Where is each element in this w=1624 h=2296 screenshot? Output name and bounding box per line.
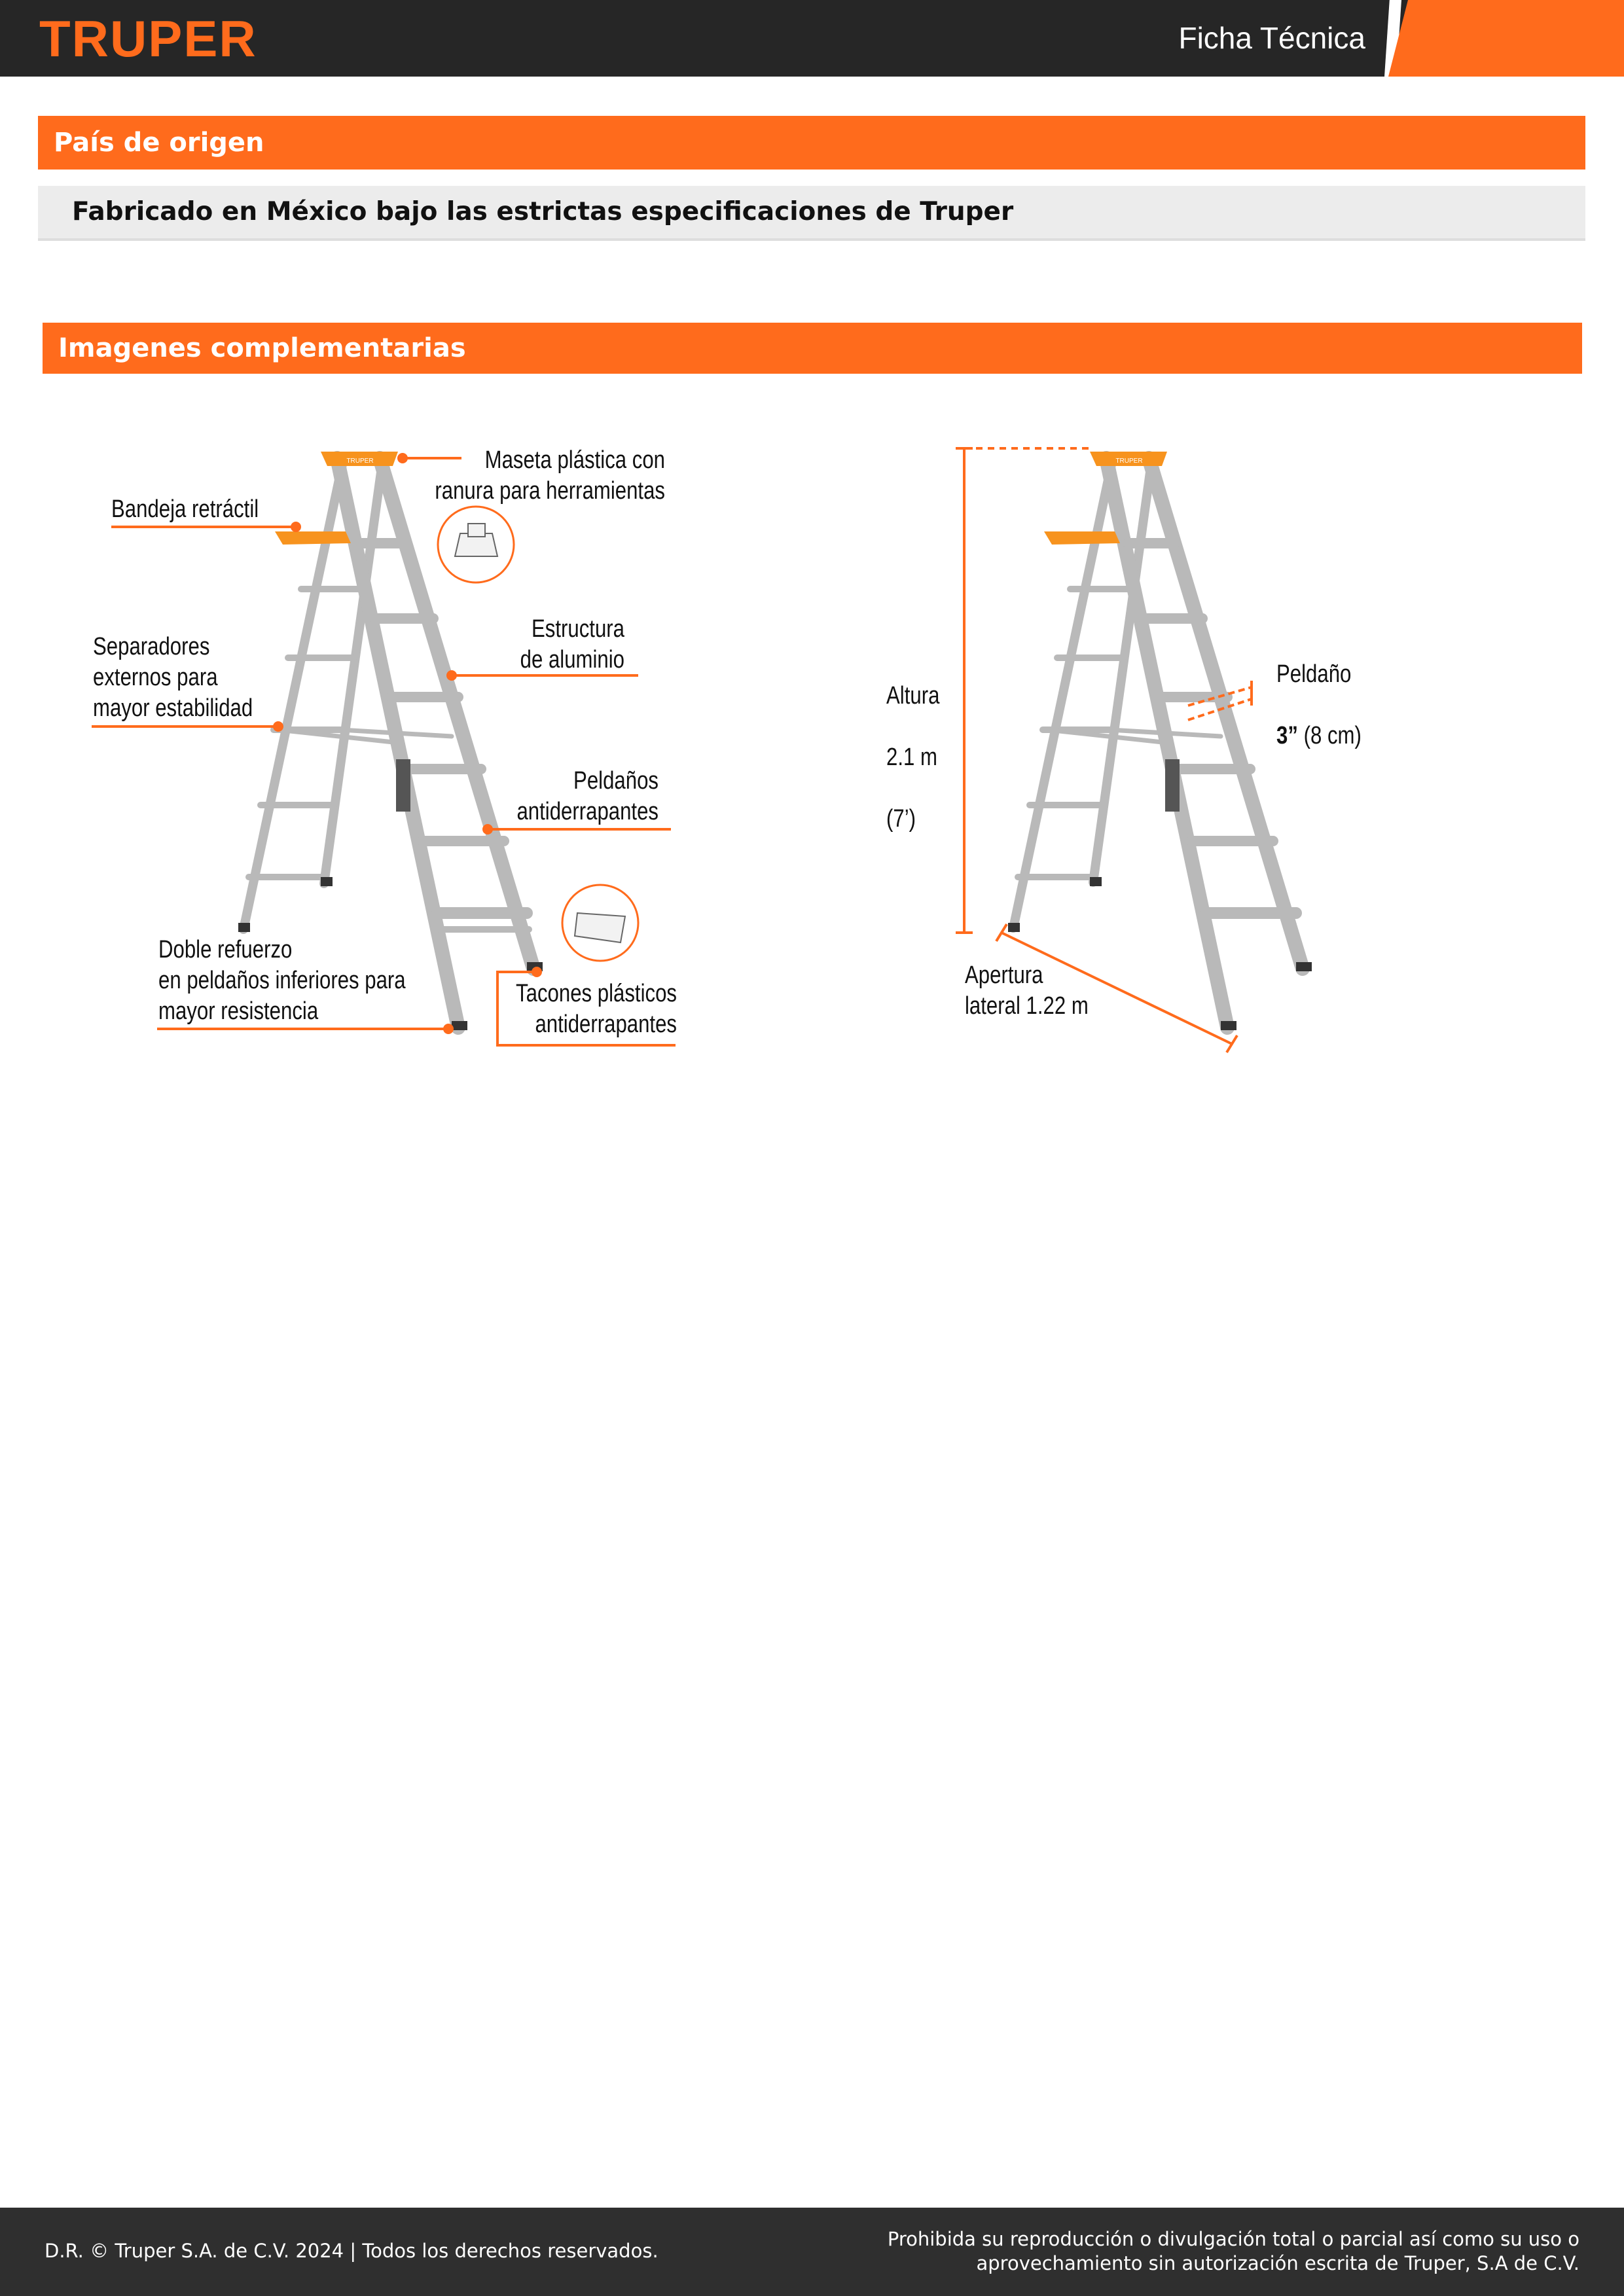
footer-disclaimer: Prohibida su reproducción o divulgación total o parcial así como su uso o aprovechamiento sin autorización escrita de Truper, S.A de C.V.	[887, 2228, 1579, 2274]
peldano-label: Peldaño	[1276, 660, 1352, 688]
label-separadores: Separadores externos para mayor estabilidad	[93, 633, 253, 722]
truper-logo: TRUPER	[39, 10, 257, 67]
svg-text:TRUPER: TRUPER	[1115, 457, 1143, 465]
altura-label: Altura	[886, 682, 940, 709]
label-maseta: Maseta plástica con ranura para herramientas	[435, 446, 665, 505]
label-tacones: Tacones plásticos antiderrapantes	[516, 980, 677, 1038]
page-footer	[0, 2208, 1624, 2296]
label-estructura: Estructura de aluminio	[520, 615, 624, 673]
altura-value: 2.1 m	[886, 744, 937, 771]
altura-imperial: (7’)	[886, 805, 916, 833]
label-bandeja: Bandeja retráctil	[111, 495, 259, 523]
origin-heading: País de origen	[38, 116, 1585, 170]
label-peldanos: Peldaños antiderrapantes	[516, 767, 659, 825]
label-peldano	[1276, 628, 1362, 782]
page-header	[0, 0, 1624, 77]
footer-copyright: D.R. © Truper S.A. de C.V. 2024 | Todos los derechos reservados.	[45, 2240, 659, 2262]
label-altura	[886, 650, 939, 865]
peldano-metric: (8 cm)	[1303, 722, 1362, 749]
origin-text: Fabricado en México bajo las estrictas especificaciones de Truper	[38, 186, 1585, 241]
peldano-value: 3”	[1276, 722, 1298, 749]
header-title: Ficha Técnica	[1178, 21, 1365, 55]
svg-text:TRUPER: TRUPER	[346, 457, 374, 465]
label-apertura: Apertura lateral 1.22 m	[965, 961, 1089, 1020]
label-doble-refuerzo: Doble refuerzo en peldaños inferiores para mayor resistencia	[158, 936, 406, 1025]
header-accent-stripe	[1388, 0, 1624, 77]
images-heading: Imagenes complementarias	[43, 323, 1582, 374]
